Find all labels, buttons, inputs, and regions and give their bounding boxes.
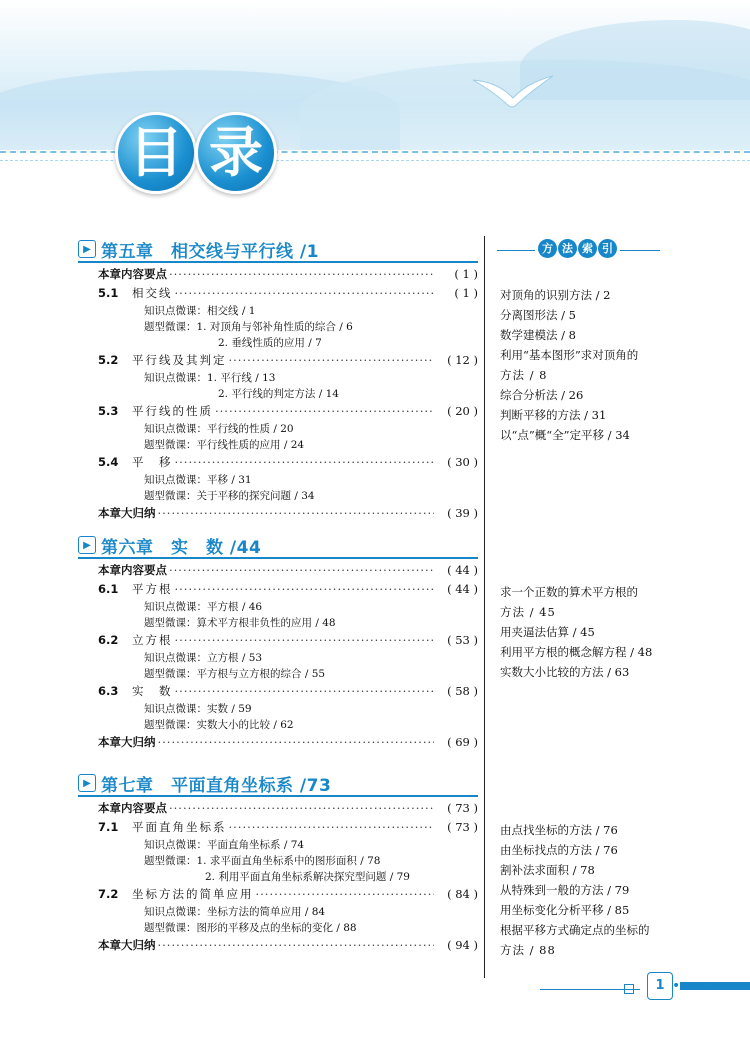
chapter-title: 第五章 相交线与平行线 /1 — [101, 241, 319, 262]
method-item: 求一个正数的算术平方根的 — [500, 585, 638, 599]
toc-section-row — [98, 453, 478, 472]
index-rule — [497, 250, 535, 251]
method-item: 判断平移的方法 / 31 — [500, 408, 607, 422]
page-ref: ( 1 ) — [454, 267, 478, 281]
toc-subentry: 知识点微课：相交线 / 1 — [144, 305, 256, 317]
toc-chapter-row — [98, 265, 478, 284]
toc-label: 实 数 — [132, 684, 173, 698]
toc-section-row — [98, 351, 478, 370]
leader-dots — [175, 631, 435, 650]
leader-dots — [215, 402, 434, 421]
toc-label: 立方根 — [132, 633, 173, 647]
index-char: 法 — [558, 239, 577, 258]
chevron-right-icon: ▶ — [78, 774, 96, 792]
method-item: 从特殊到一般的方法 / 79 — [500, 883, 630, 897]
chapter-heading — [78, 533, 261, 557]
page-ref: ( 84 ) — [447, 887, 478, 901]
page-number: 1 — [647, 972, 673, 1000]
toc-chapter-row — [98, 504, 478, 523]
leader-dots — [169, 799, 434, 818]
toc-section-row — [98, 885, 478, 904]
page-ref: ( 69 ) — [447, 735, 478, 749]
method-item: 数学建模法 / 8 — [500, 328, 577, 342]
section-number: 5.4 — [98, 455, 119, 469]
method-item: 对顶角的识别方法 / 2 — [500, 288, 611, 302]
page-ref: ( 73 ) — [447, 820, 478, 834]
toc-section-row — [98, 682, 478, 701]
leader-dots — [158, 936, 435, 955]
section-number: 5.1 — [98, 286, 119, 300]
leader-dots — [229, 351, 435, 370]
toc-subentry: 题型微课：图形的平移及点的坐标的变化 / 88 — [144, 922, 357, 934]
seagull-icon — [468, 72, 558, 112]
toc-subentry: 知识点微课：平移 / 31 — [144, 474, 252, 486]
toc-section-row — [98, 580, 478, 599]
chapter-title: 第七章 平面直角坐标系 /73 — [101, 775, 332, 796]
method-item: 根据平移方式确定点的坐标的 — [500, 923, 650, 937]
toc-label: 本章大归纳 — [98, 735, 156, 749]
toc-label: 相交线 — [132, 286, 173, 300]
title-char-circle: 目 — [115, 112, 197, 194]
method-item: 由坐标找点的方法 / 76 — [500, 843, 618, 857]
chapter-title: 第六章 实 数 /44 — [101, 537, 262, 558]
toc-section-row — [98, 402, 478, 421]
leader-dots — [256, 885, 435, 904]
leader-dots — [175, 453, 435, 472]
page-ref: ( 44 ) — [447, 563, 478, 577]
toc-chapter-row — [98, 799, 478, 818]
chevron-right-icon: ▶ — [78, 240, 96, 258]
page-ref: ( 94 ) — [447, 938, 478, 952]
page-ref: ( 44 ) — [447, 582, 478, 596]
toc-label: 平 移 — [132, 455, 173, 469]
method-item: 方法 / 45 — [500, 605, 556, 619]
method-item: 分离图形法 / 5 — [500, 308, 577, 322]
page-ref: ( 39 ) — [447, 506, 478, 520]
chevron-right-icon: ▶ — [78, 536, 96, 554]
toc-label: 坐标方法的简单应用 — [132, 887, 254, 901]
section-number: 6.3 — [98, 684, 119, 698]
toc-subentry: 知识点微课：平行线的性质 / 20 — [144, 423, 294, 435]
toc-subentry: 题型微课：平行线性质的应用 / 24 — [144, 439, 305, 451]
leader-dots — [169, 265, 434, 284]
page-ref: ( 53 ) — [447, 633, 478, 647]
toc-section-row — [98, 818, 478, 837]
toc-label: 平方根 — [132, 582, 173, 596]
header-dashed-line — [0, 151, 750, 153]
toc-label: 平行线及其判定 — [132, 353, 227, 367]
section-number: 7.1 — [98, 820, 119, 834]
footer-square-icon — [624, 984, 634, 994]
leader-dots — [158, 504, 435, 523]
chapter-heading — [78, 771, 331, 795]
chapter-rule — [78, 795, 478, 797]
method-item: 方法 / 8 — [500, 368, 548, 382]
toc-label: 平面直角坐标系 — [132, 820, 227, 834]
method-item: 用夹逼法估算 / 45 — [500, 625, 595, 639]
toc-subentry: 题型微课：实数大小的比较 / 62 — [144, 719, 294, 731]
page-ref: ( 1 ) — [454, 286, 478, 300]
method-index-heading — [538, 239, 617, 258]
page-ref: ( 20 ) — [447, 404, 478, 418]
section-number: 5.3 — [98, 404, 119, 418]
method-item: 利用“基本图形”求对顶角的 — [500, 348, 639, 362]
page-ref: ( 30 ) — [447, 455, 478, 469]
toc-chapter-row — [98, 936, 478, 955]
section-number: 6.2 — [98, 633, 119, 647]
method-item: 由点找坐标的方法 / 76 — [500, 823, 618, 837]
footer-dots-icon: •••• — [672, 978, 714, 994]
toc-subentry: 知识点微课：平面直角坐标系 / 74 — [144, 839, 305, 851]
index-char: 索 — [578, 239, 597, 258]
leader-dots — [169, 561, 434, 580]
page-title — [115, 112, 285, 190]
leader-dots — [229, 818, 435, 837]
toc-subentry: 知识点微课：坐标方法的简单应用 / 84 — [144, 906, 326, 918]
leader-dots — [175, 284, 435, 303]
section-number: 7.2 — [98, 887, 119, 901]
page-ref: ( 73 ) — [447, 801, 478, 815]
toc-label: 本章内容要点 — [98, 563, 167, 577]
toc-subentry: 2. 平行线的判定方法 / 14 — [218, 388, 339, 400]
toc-section-row — [98, 284, 478, 303]
toc-subentry: 题型微课：算术平方根非负性的应用 / 48 — [144, 617, 336, 629]
index-rule — [620, 250, 660, 251]
toc-subentry: 2. 利用平面直角坐标系解决探究型问题 / 79 — [205, 871, 410, 883]
title-char-circle: 录 — [195, 112, 277, 194]
toc-chapter-row — [98, 561, 478, 580]
method-item: 实数大小比较的方法 / 63 — [500, 665, 630, 679]
chapter-rule — [78, 261, 478, 263]
toc-subentry: 题型微课：1. 对顶角与邻补角性质的综合 / 6 — [144, 321, 353, 333]
method-item: 综合分析法 / 26 — [500, 388, 584, 402]
toc-label: 本章大归纳 — [98, 506, 156, 520]
method-item: 用坐标变化分析平移 / 85 — [500, 903, 630, 917]
toc-subentry: 知识点微课：实数 / 59 — [144, 703, 252, 715]
toc-chapter-row — [98, 733, 478, 752]
toc-label: 本章内容要点 — [98, 267, 167, 281]
section-number: 6.1 — [98, 582, 119, 596]
toc-subentry: 知识点微课：平方根 / 46 — [144, 601, 263, 613]
page-ref: ( 12 ) — [447, 353, 478, 367]
method-item: 以“点”概“全”定平移 / 34 — [500, 428, 630, 442]
toc-label: 平行线的性质 — [132, 404, 213, 418]
toc-subentry: 知识点微课：1. 平行线 / 13 — [144, 372, 276, 384]
toc-subentry: 题型微课：关于平移的探究问题 / 34 — [144, 490, 315, 502]
leader-dots — [175, 580, 435, 599]
column-divider — [484, 236, 485, 978]
section-number: 5.2 — [98, 353, 119, 367]
chapter-heading — [78, 237, 319, 261]
toc-subentry: 2. 垂线性质的应用 / 7 — [218, 337, 322, 349]
toc-label: 本章内容要点 — [98, 801, 167, 815]
toc-label: 本章大归纳 — [98, 938, 156, 952]
chapter-rule — [78, 557, 478, 559]
toc-section-row — [98, 631, 478, 650]
index-char: 方 — [538, 239, 557, 258]
page-ref: ( 58 ) — [447, 684, 478, 698]
method-item: 方法 / 88 — [500, 943, 556, 957]
method-item: 利用平方根的概念解方程 / 48 — [500, 645, 653, 659]
leader-dots — [158, 733, 435, 752]
index-char: 引 — [598, 239, 617, 258]
toc-subentry: 题型微课：1. 求平面直角坐标系中的图形面积 / 78 — [144, 855, 381, 867]
method-item: 割补法求面积 / 78 — [500, 863, 595, 877]
header-dashed-line — [0, 160, 750, 161]
toc-subentry: 题型微课：平方根与立方根的综合 / 55 — [144, 668, 326, 680]
leader-dots — [175, 682, 435, 701]
toc-subentry: 知识点微课：立方根 / 53 — [144, 652, 263, 664]
